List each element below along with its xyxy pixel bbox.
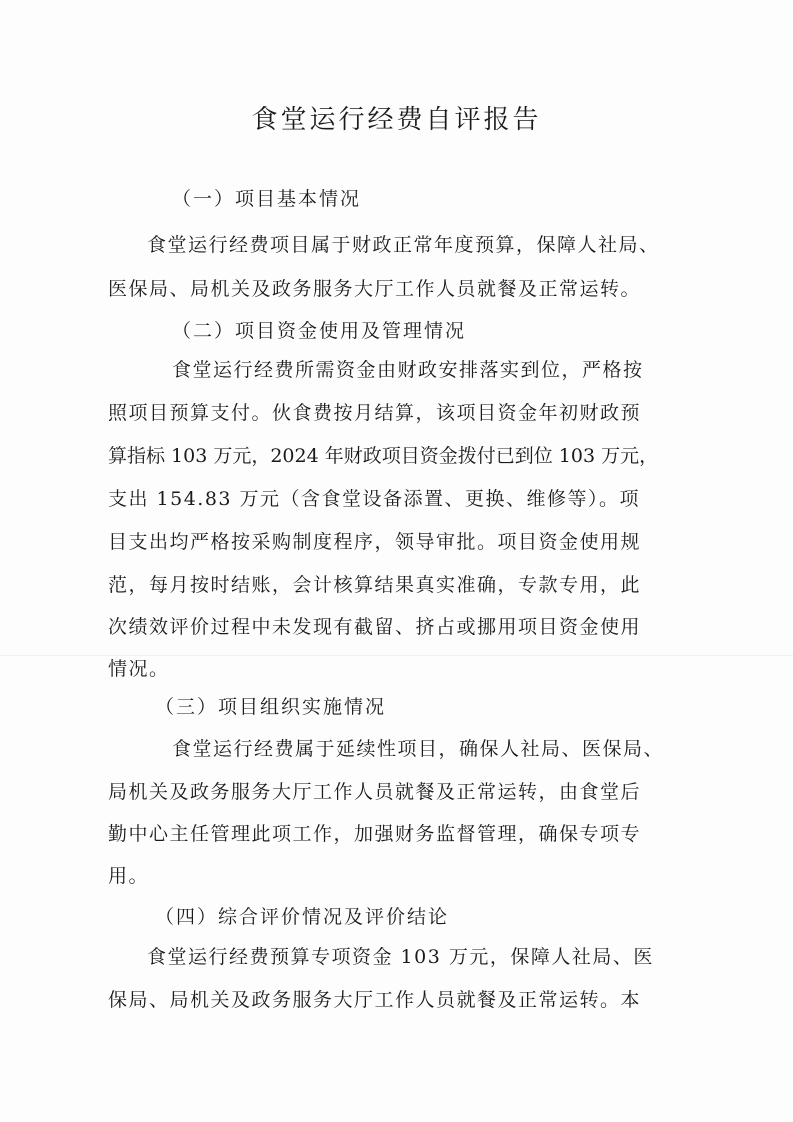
section-3-line-2: 局机关及政务服务大厅工作人员就餐及正常运转，由食堂后 [108, 781, 642, 803]
section-2-line-3: 算指标 103 万元，2024 年财政项目资金拨付已到位 103 万元， [108, 445, 659, 467]
section-2-line-5: 目支出均严格按采购制度程序，领导审批。项目资金使用规 [108, 531, 642, 553]
section-4-line-1: 食堂运行经费预算专项资金 103 万元，保障人社局、医 [147, 946, 654, 968]
section-1-line-1: 食堂运行经费项目属于财政正常年度预算，保障人社局、 [147, 234, 660, 256]
section-3-line-3: 勤中心主任管理此项工作，加强财务监督管理，确保专项专 [108, 823, 642, 845]
section-2-line-4: 支出 154.83 万元（含食堂设备添置、更换、维修等）。项 [108, 488, 641, 510]
section-2-heading: （二）项目资金使用及管理情况 [172, 320, 467, 342]
section-2-line-6: 范，每月按时结账，会计核算结果真实准确，专款专用，此 [108, 574, 642, 596]
section-1-line-2: 医保局、局机关及政务服务大厅工作人员就餐及正常运转。 [108, 278, 642, 300]
section-1-heading: （一）项目基本情况 [172, 188, 362, 210]
section-3-line-1: 食堂运行经费属于延续性项目，确保人社局、医保局、 [172, 738, 665, 760]
section-3-heading: （三）项目组织实施情况 [155, 696, 387, 718]
section-4-line-2: 保局、局机关及政务服务大厅工作人员就餐及正常运转。本 [108, 989, 642, 1011]
section-2-line-8: 情况。 [108, 658, 170, 680]
document-title: 食堂运行经费自评报告 [251, 105, 542, 135]
section-3-line-4: 用。 [108, 865, 150, 887]
section-2-line-2: 照项目预算支付。伙食费按月结算，该项目资金年初财政预 [108, 402, 642, 424]
section-2-line-1: 食堂运行经费所需资金由财政安排落实到位，严格按 [172, 359, 644, 381]
section-2-line-7: 次绩效评价过程中未发现有截留、挤占或挪用项目资金使用 [108, 616, 642, 638]
section-4-heading: （四）综合评价情况及评价结论 [155, 906, 450, 928]
